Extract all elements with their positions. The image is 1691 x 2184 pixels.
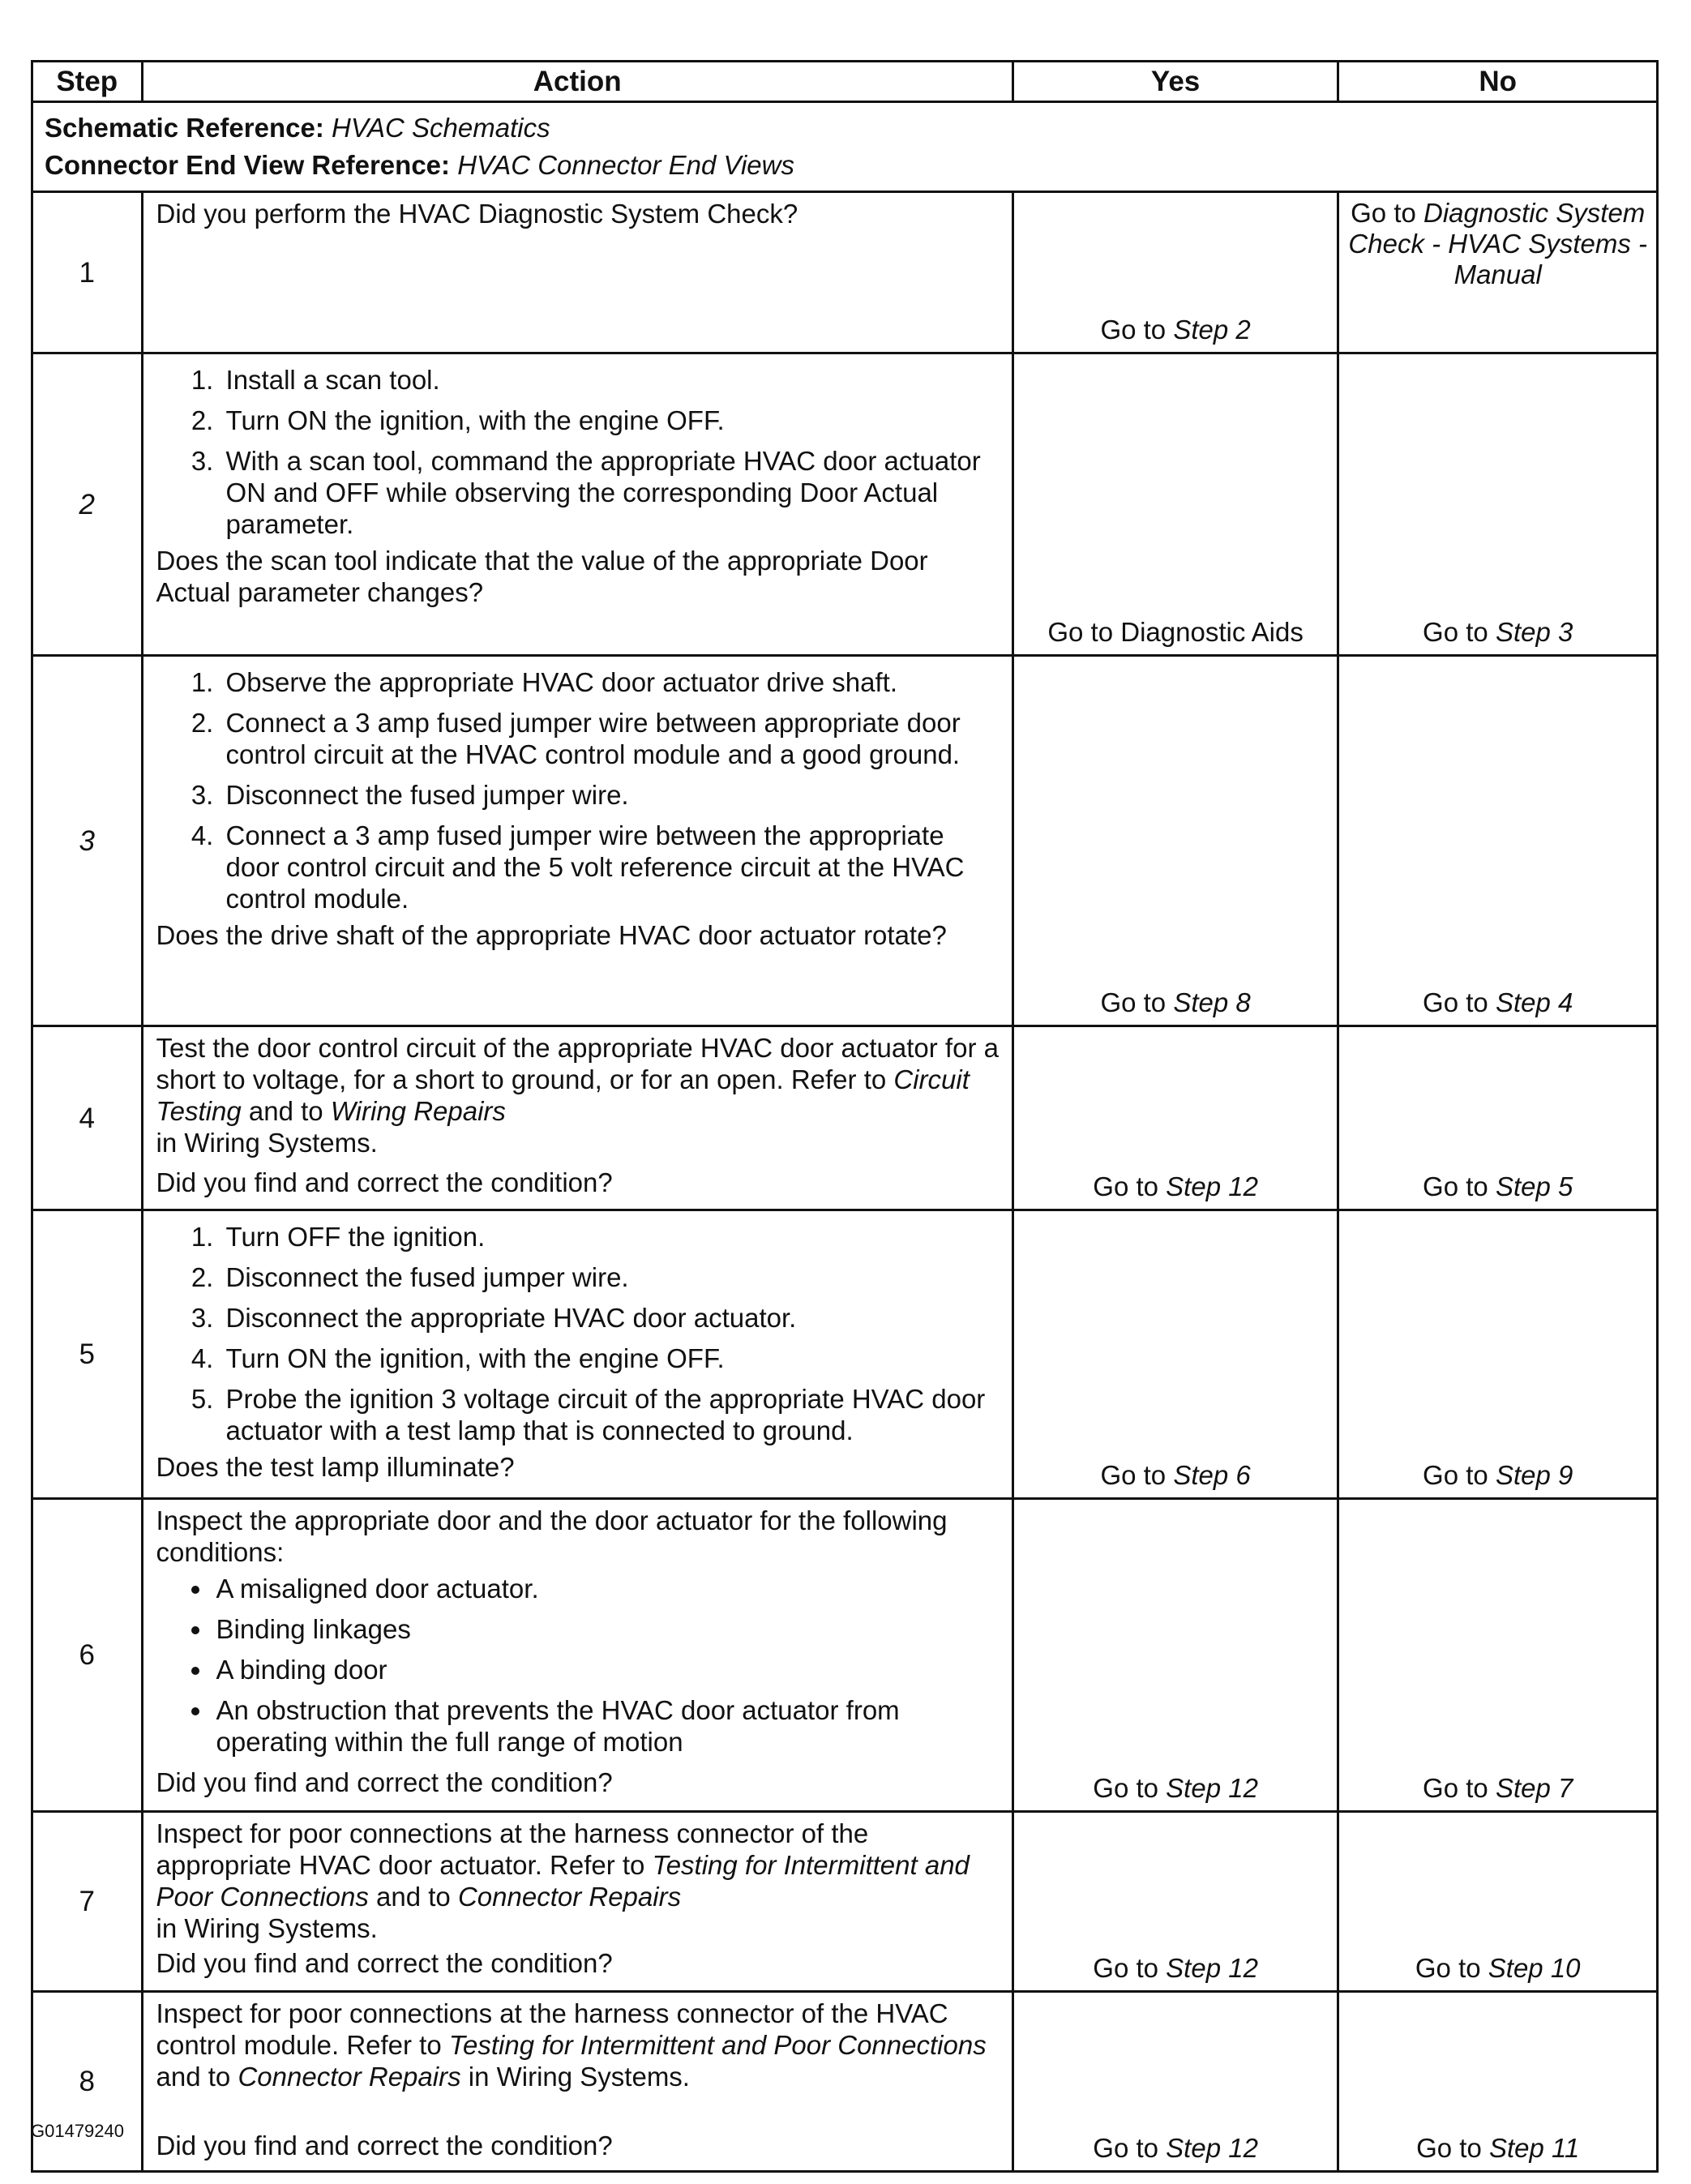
step-question: Does the drive shaft of the appropriate HVAC door actuator rotate? <box>156 920 947 950</box>
step-text-part: Test the door control circuit of the appropriate HVAC door actuator for a short to voltage, for a short to ground, or for an open. Refer to <box>156 1033 999 1094</box>
step-number: 5 <box>32 1210 143 1499</box>
step-text-part: in Wiring Systems. <box>156 1128 378 1158</box>
step-action <box>142 1210 1012 1499</box>
yes-link[interactable]: Go to Diagnostic Aids <box>1047 617 1304 647</box>
instruction-item: 4. Connect a 3 amp fused jumper wire between the appropriate door control circuit and the 5 volt reference circuit at the HVAC control module. <box>221 820 1000 914</box>
no-prefix: Go to <box>1416 2133 1489 2163</box>
header-action: Action <box>142 62 1012 102</box>
step-text-part: in Wiring Systems. <box>460 2062 690 2092</box>
no-prefix: Go to <box>1423 1171 1496 1201</box>
connector-repairs-link[interactable]: Connector Repairs <box>238 2062 461 2092</box>
step-action <box>142 1812 1012 1992</box>
step-no <box>1338 1812 1658 1992</box>
step-text <box>156 1032 1000 1158</box>
step-number: 7 <box>32 1812 143 1992</box>
step-number: 6 <box>32 1499 143 1812</box>
step-question: Did you find and correct the condition? <box>156 2130 613 2160</box>
step-no <box>1338 1499 1658 1812</box>
step-yes <box>1012 1026 1338 1210</box>
header-no: No <box>1338 62 1658 102</box>
yes-link[interactable]: Step 8 <box>1173 987 1251 1017</box>
condition-item: • A misaligned door actuator. <box>213 1573 1000 1604</box>
step-question: Did you find and correct the condition? <box>156 1767 613 1797</box>
step-row-4 <box>32 1026 1658 1210</box>
step-yes <box>1012 353 1338 656</box>
step-action <box>142 192 1012 353</box>
condition-item: • An obstruction that prevents the HVAC door actuator from operating within the full range of motion <box>213 1694 1000 1758</box>
step-number: 3 <box>32 656 143 1026</box>
no-link[interactable]: Step 10 <box>1488 1953 1581 1983</box>
step-question: Did you perform the HVAC Diagnostic System Check? <box>156 199 798 229</box>
intermittent-connections-link[interactable]: Testing for Intermittent and Poor Connections <box>448 2030 987 2060</box>
condition-list <box>156 1573 1000 1758</box>
step-instructions <box>156 1221 1000 1446</box>
instruction-item: 1. Observe the appropriate HVAC door actuator drive shaft. <box>221 666 1000 698</box>
yes-link[interactable]: Step 12 <box>1166 1773 1258 1803</box>
step-text <box>156 1998 1000 2092</box>
step-no <box>1338 656 1658 1026</box>
no-link[interactable]: Step 5 <box>1495 1171 1573 1201</box>
step-text-part: and to <box>241 1096 331 1126</box>
connector-reference-link[interactable]: HVAC Connector End Views <box>457 150 794 180</box>
no-link[interactable]: Diagnostic System Check - HVAC Systems - Manual <box>1348 198 1647 289</box>
no-prefix: Go to <box>1351 198 1424 228</box>
step-no <box>1338 1992 1658 2172</box>
step-row-7 <box>32 1812 1658 1992</box>
condition-item: • Binding linkages <box>213 1613 1000 1645</box>
no-prefix: Go to <box>1415 1953 1488 1983</box>
step-text-part: in Wiring Systems. <box>156 1913 378 1943</box>
yes-link[interactable]: Step 12 <box>1166 1171 1258 1201</box>
yes-link[interactable]: Step 2 <box>1173 315 1251 345</box>
yes-prefix: Go to <box>1093 1953 1167 1983</box>
yes-prefix: Go to <box>1100 315 1174 345</box>
step-row-3 <box>32 656 1658 1026</box>
yes-link[interactable]: Step 6 <box>1173 1460 1251 1490</box>
condition-item: • A binding door <box>213 1654 1000 1685</box>
step-row-1 <box>32 192 1658 353</box>
figure-id: G01479240 <box>31 2121 124 2141</box>
no-link[interactable]: Step 11 <box>1488 2133 1580 2163</box>
header-row <box>32 62 1658 102</box>
step-question: Does the scan tool indicate that the value of the appropriate Door Actual parameter changes? <box>156 546 928 607</box>
no-prefix: Go to <box>1423 987 1496 1017</box>
no-link[interactable]: Step 9 <box>1495 1460 1573 1490</box>
yes-prefix: Go to <box>1093 2133 1167 2163</box>
instruction-item: 3. Disconnect the appropriate HVAC door actuator. <box>221 1302 1000 1334</box>
step-yes <box>1012 192 1338 353</box>
step-text-part: and to <box>368 1882 458 1912</box>
step-instructions <box>156 666 1000 914</box>
step-text-part: and to <box>156 2062 238 2092</box>
instruction-item: 4. Turn ON the ignition, with the engine OFF. <box>221 1343 1000 1374</box>
reference-cell <box>32 102 1658 192</box>
step-row-5 <box>32 1210 1658 1499</box>
step-yes <box>1012 656 1338 1026</box>
schematic-reference-label: Schematic Reference: <box>45 113 324 143</box>
no-link[interactable]: Step 4 <box>1495 987 1573 1017</box>
step-yes <box>1012 1812 1338 1992</box>
diagnostic-table-container <box>31 60 1659 2173</box>
step-action <box>142 1992 1012 2172</box>
yes-prefix: Go to <box>1100 987 1174 1017</box>
step-action <box>142 1026 1012 1210</box>
no-link[interactable]: Step 7 <box>1495 1773 1573 1803</box>
step-question: Did you find and correct the condition? <box>156 1948 613 1978</box>
step-row-8 <box>32 1992 1658 2172</box>
header-step: Step <box>32 62 143 102</box>
step-text-part: Inspect for poor connections at the harness connector of the HVAC control module. Refer to <box>156 1998 948 2060</box>
yes-link[interactable]: Step 12 <box>1166 2133 1258 2163</box>
step-question: Did you find and correct the condition? <box>156 1167 613 1197</box>
instruction-item: 2. Connect a 3 amp fused jumper wire between appropriate door control circuit at the HVAC control module and a good ground. <box>221 707 1000 770</box>
step-row-2 <box>32 353 1658 656</box>
step-number: 1 <box>32 192 143 353</box>
step-yes <box>1012 1210 1338 1499</box>
step-question: Does the test lamp illuminate? <box>156 1452 515 1482</box>
no-link[interactable]: Step 3 <box>1495 617 1573 647</box>
instruction-item: 1. Turn OFF the ignition. <box>221 1221 1000 1253</box>
intermittent-connections-link[interactable]: Testing for Intermittent and Poor Connections <box>156 1850 970 1912</box>
step-no <box>1338 1026 1658 1210</box>
step-no <box>1338 353 1658 656</box>
step-no <box>1338 192 1658 353</box>
schematic-reference <box>45 109 1645 147</box>
no-prefix: Go to <box>1423 1773 1496 1803</box>
step-no <box>1338 1210 1658 1499</box>
instruction-item: 3. Disconnect the fused jumper wire. <box>221 779 1000 811</box>
step-number: 2 <box>32 353 143 656</box>
header-yes: Yes <box>1012 62 1338 102</box>
reference-row <box>32 102 1658 192</box>
step-action <box>142 656 1012 1026</box>
instruction-item: 5. Probe the ignition 3 voltage circuit of the appropriate HVAC door actuator with a test lamp that is connected to ground. <box>221 1383 1000 1446</box>
step-yes <box>1012 1992 1338 2172</box>
circuit-testing-link[interactable]: Circuit Testing <box>156 1064 970 1126</box>
step-text <box>156 1818 1000 1944</box>
connector-reference <box>45 147 1645 184</box>
no-prefix: Go to <box>1423 1460 1496 1490</box>
schematic-reference-link[interactable]: HVAC Schematics <box>332 113 550 143</box>
connector-repairs-link[interactable]: Connector Repairs <box>457 1882 682 1912</box>
step-row-6 <box>32 1499 1658 1812</box>
diagnostic-table <box>31 60 1659 2173</box>
instruction-item: 2. Disconnect the fused jumper wire. <box>221 1261 1000 1293</box>
connector-reference-label: Connector End View Reference: <box>45 150 451 180</box>
instruction-item: 3. With a scan tool, command the appropriate HVAC door actuator ON and OFF while observing the corresponding Door Actual parameter. <box>221 445 1000 540</box>
step-number: 4 <box>32 1026 143 1210</box>
yes-prefix: Go to <box>1093 1171 1167 1201</box>
step-intro: Inspect the appropriate door and the door actuator for the following conditions: <box>156 1505 948 1567</box>
step-action <box>142 1499 1012 1812</box>
step-instructions <box>156 364 1000 540</box>
step-action <box>142 353 1012 656</box>
step-yes <box>1012 1499 1338 1812</box>
wiring-repairs-link[interactable]: Wiring Repairs <box>330 1096 506 1126</box>
step-text-part: Inspect for poor connections at the harness connector of the appropriate HVAC door actuator. Refer to <box>156 1818 869 1880</box>
yes-link[interactable]: Step 12 <box>1166 1953 1258 1983</box>
no-prefix: Go to <box>1423 617 1496 647</box>
instruction-item: 2. Turn ON the ignition, with the engine OFF. <box>221 405 1000 436</box>
step-number: 8 <box>32 1992 143 2172</box>
instruction-item: 1. Install a scan tool. <box>221 364 1000 396</box>
yes-prefix: Go to <box>1100 1460 1174 1490</box>
yes-prefix: Go to <box>1093 1773 1167 1803</box>
